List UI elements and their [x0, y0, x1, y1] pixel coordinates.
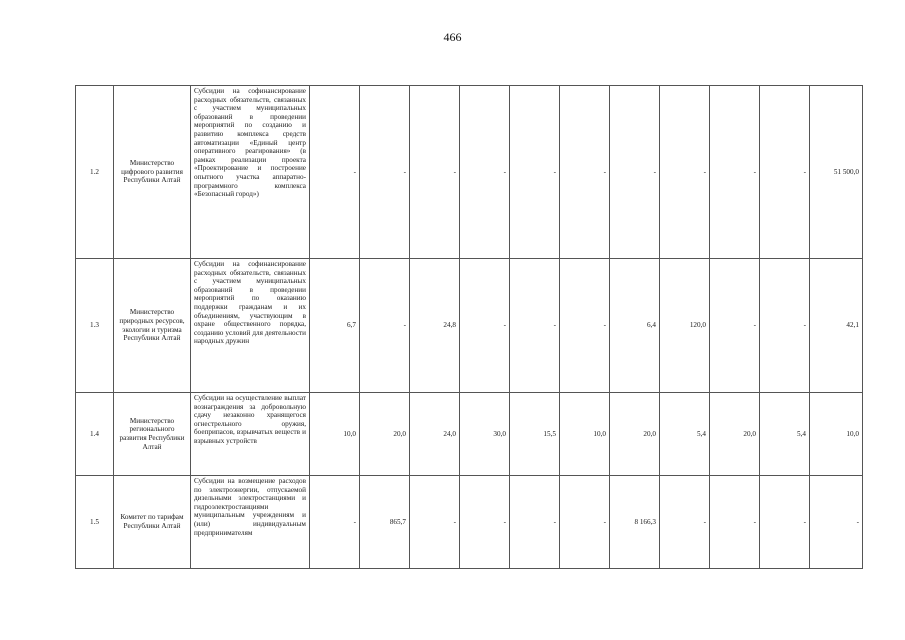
value-cell: - — [360, 86, 410, 259]
subsidy-description: Субсидии на софинансирование расходных обязательств, связанных с участием муниципальных образований в проведении мероприятий по созданию и развитию комплекса средств автоматизации «Единый центр оперативного реагирования» (в рамках реализации проекта «Проектирование и построение опытного участка аппаратно-программного комплекса «Безопасный город») — [191, 86, 310, 259]
value-cell: - — [760, 259, 810, 393]
table-row — [76, 393, 863, 476]
value-cell: 20,0 — [710, 393, 760, 476]
value-cell: 5,4 — [660, 393, 710, 476]
value-cell: - — [510, 476, 560, 569]
value-cell: - — [510, 86, 560, 259]
value-cell: - — [560, 259, 610, 393]
value-cell: 5,4 — [760, 393, 810, 476]
value-cell: 865,7 — [360, 476, 410, 569]
value-cell: 51 500,0 — [810, 86, 863, 259]
table-body — [76, 86, 863, 569]
organization-name: Комитет по тарифам Республики Алтай — [114, 476, 191, 569]
value-cell: - — [510, 259, 560, 393]
value-cell: 6,7 — [310, 259, 360, 393]
value-cell: - — [710, 86, 760, 259]
value-cell: 20,0 — [610, 393, 660, 476]
subsidy-description: Субсидии на софинансирование расходных обязательств, связанных с участием муниципальных образований в проведении мероприятий по оказанию поддержки гражданам и их объединениям, участвующим в охране общественного порядка, созданию условий для деятельности народных дружин — [191, 259, 310, 393]
organization-name: Министерство природных ресурсов, экологии и туризма Республики Алтай — [114, 259, 191, 393]
value-cell: 20,0 — [360, 393, 410, 476]
organization-name: Министерство цифрового развития Республики Алтай — [114, 86, 191, 259]
value-cell: 8 166,3 — [610, 476, 660, 569]
value-cell: 10,0 — [310, 393, 360, 476]
value-cell: 10,0 — [810, 393, 863, 476]
value-cell: 6,4 — [610, 259, 660, 393]
value-cell: 120,0 — [660, 259, 710, 393]
value-cell: - — [460, 476, 510, 569]
value-cell: 24,8 — [410, 259, 460, 393]
table-row — [76, 476, 863, 569]
row-number: 1.2 — [76, 86, 114, 259]
value-cell: - — [710, 259, 760, 393]
value-cell: - — [410, 476, 460, 569]
value-cell: - — [560, 86, 610, 259]
value-cell: - — [310, 476, 360, 569]
value-cell: - — [460, 86, 510, 259]
row-number: 1.4 — [76, 393, 114, 476]
page-number: 466 — [443, 30, 462, 44]
value-cell: - — [660, 476, 710, 569]
table-row — [76, 259, 863, 393]
subsidy-description: Субсидии на возмещение расходов по электроэнергии, отпускаемой дизельными электростанциями и гидроэлектростанциями муниципальным учреждениям и (или) индивидуальным предпринимателям — [191, 476, 310, 569]
table-row — [76, 86, 863, 259]
value-cell: - — [810, 476, 863, 569]
value-cell: - — [560, 476, 610, 569]
row-number: 1.3 — [76, 259, 114, 393]
value-cell: - — [610, 86, 660, 259]
value-cell: 15,5 — [510, 393, 560, 476]
value-cell: 42,1 — [810, 259, 863, 393]
row-number: 1.5 — [76, 476, 114, 569]
value-cell: - — [360, 259, 410, 393]
value-cell: - — [460, 259, 510, 393]
value-cell: - — [310, 86, 360, 259]
value-cell: 24,0 — [410, 393, 460, 476]
subsidies-table — [75, 85, 863, 569]
value-cell: - — [410, 86, 460, 259]
organization-name: Министерство регионального развития Республики Алтай — [114, 393, 191, 476]
value-cell: - — [710, 476, 760, 569]
value-cell: 30,0 — [460, 393, 510, 476]
value-cell: - — [760, 476, 810, 569]
subsidy-description: Субсидии на осуществление выплат вознаграждения за добровольную сдачу незаконно хранящегося огнестрельного оружия, боеприпасов, взрывчатых веществ и взрывных устройств — [191, 393, 310, 476]
value-cell: 10,0 — [560, 393, 610, 476]
value-cell: - — [660, 86, 710, 259]
value-cell: - — [760, 86, 810, 259]
